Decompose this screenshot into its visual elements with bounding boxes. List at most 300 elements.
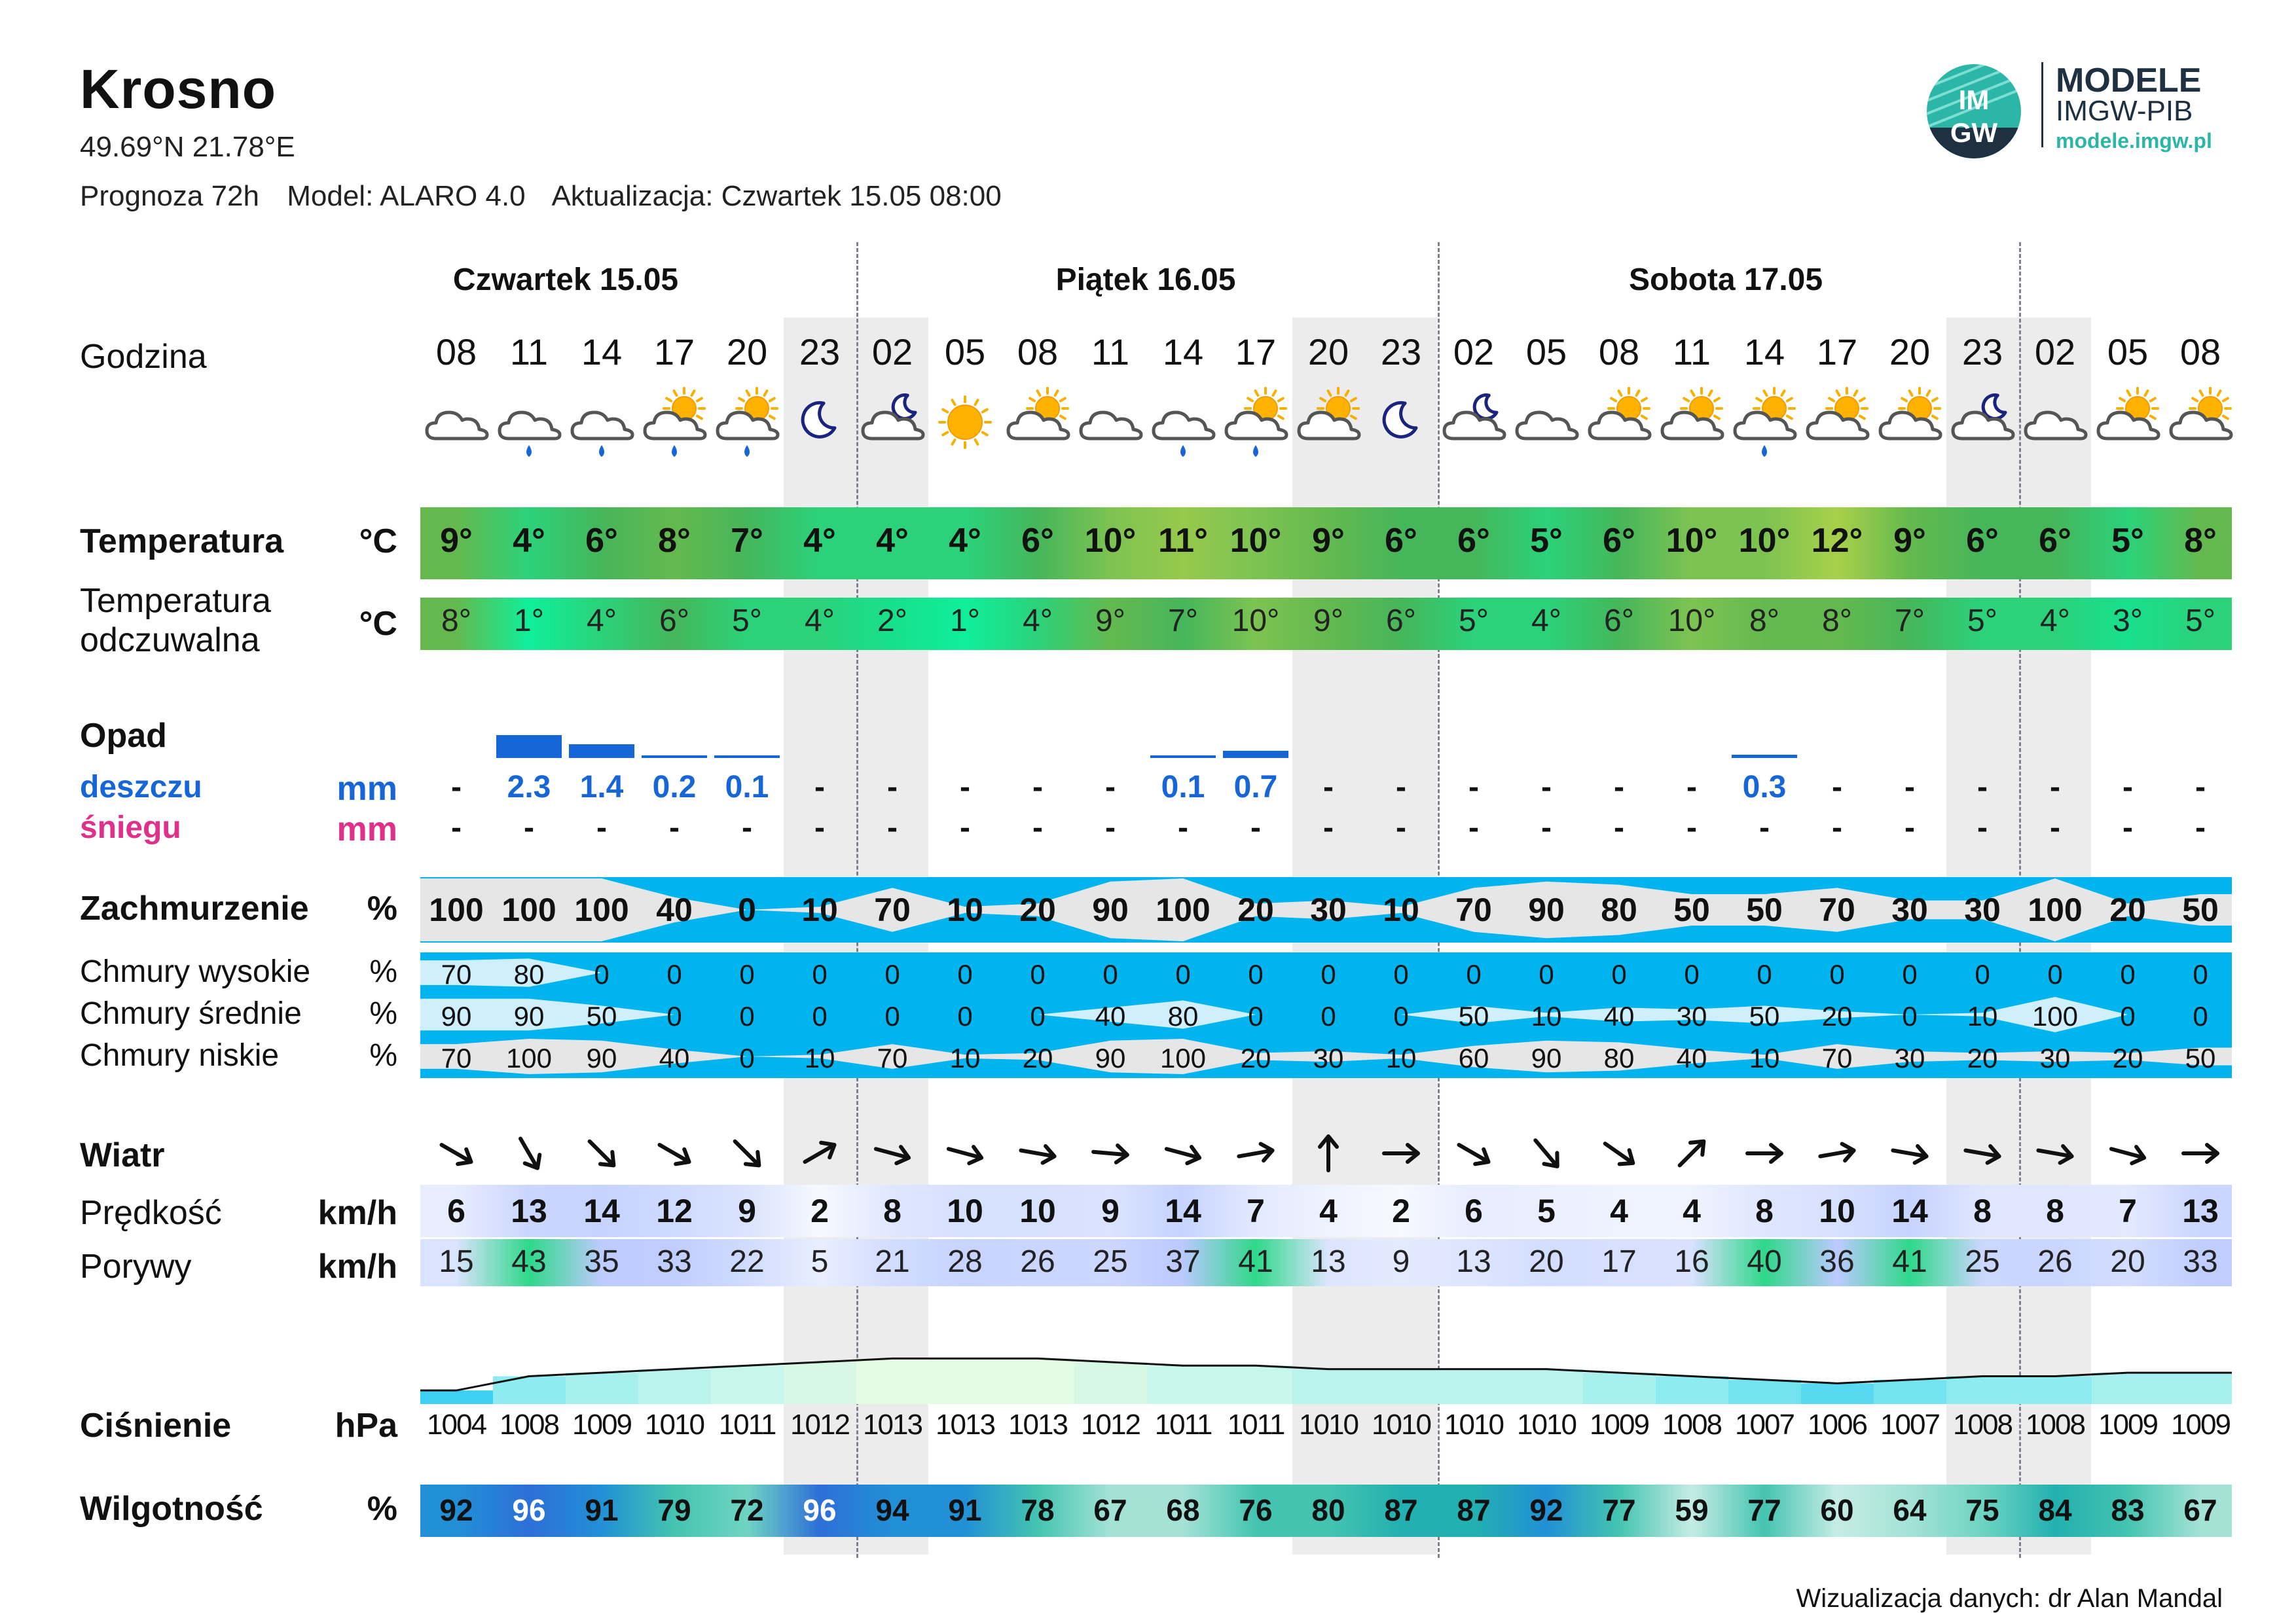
feels-like-value: 1° xyxy=(514,604,544,638)
cloud-high-value: 0 xyxy=(1539,959,1554,990)
temperature-value: 10° xyxy=(1084,522,1137,560)
humidity-value: 91 xyxy=(585,1493,619,1527)
wind-speed-value: 10 xyxy=(1819,1193,1855,1229)
cloud-low-value: 30 xyxy=(2039,1043,2071,1074)
rain-bar xyxy=(1223,751,1288,758)
gusts-value: 20 xyxy=(1529,1244,1564,1279)
humidity-value: 92 xyxy=(1529,1493,1563,1527)
cloud-low-value: 90 xyxy=(586,1043,617,1074)
wind-direction-arrow-icon xyxy=(1510,1127,1582,1180)
sun-cloud-icon xyxy=(1874,386,1946,458)
rain-bar xyxy=(714,755,780,758)
rain-value: - xyxy=(887,770,898,804)
gusts-value: 13 xyxy=(1456,1244,1491,1279)
hour-cell: 20 xyxy=(1889,331,1931,372)
gusts-value: 20 xyxy=(2110,1244,2145,1279)
rain-value: - xyxy=(1468,770,1479,804)
cloud-low-label: Chmury niskie xyxy=(80,1038,280,1073)
rain-value: 0.2 xyxy=(652,770,697,804)
wind-direction-arrow-icon xyxy=(1074,1127,1146,1180)
feels-like-value: 8° xyxy=(441,604,471,638)
cloud-high-value: 0 xyxy=(1248,959,1264,990)
cloud-high-value: 0 xyxy=(1102,959,1118,990)
snow-value: - xyxy=(2123,810,2133,845)
forecast-info xyxy=(80,180,1021,213)
moon-cloud-icon xyxy=(1438,386,1510,458)
wind-speed-value: 14 xyxy=(583,1193,620,1229)
wind-direction-arrow-icon xyxy=(1583,1127,1655,1180)
wind-speed-value: 4 xyxy=(1683,1193,1701,1229)
cloud-total-value: 100 xyxy=(2028,892,2083,928)
snow-value: - xyxy=(669,810,680,845)
cloud-low-unit: % xyxy=(369,1038,397,1073)
temperature-value: 6° xyxy=(1457,522,1490,560)
cloud-high-value: 0 xyxy=(1321,959,1336,990)
rain-value: - xyxy=(2195,770,2206,804)
cloud-mid-label: Chmury średnie xyxy=(80,996,302,1031)
feels-like-value: 8° xyxy=(1822,604,1852,638)
cloud-high-value: 0 xyxy=(2120,959,2136,990)
pressure-value: 1012 xyxy=(1081,1409,1140,1441)
temperature-value: 11° xyxy=(1158,522,1208,560)
feels-like-value: 9° xyxy=(1313,604,1343,638)
gusts-value: 21 xyxy=(875,1244,910,1279)
feels-like-value: 3° xyxy=(2113,604,2143,638)
gusts-value: 16 xyxy=(1674,1244,1709,1279)
temperature-value: 6° xyxy=(1603,522,1635,560)
cloud-mid-value: 0 xyxy=(812,1001,828,1032)
rain-unit: mm xyxy=(337,770,397,808)
cloud-total-value: 50 xyxy=(1746,892,1783,928)
cloud-rain-icon xyxy=(1147,386,1219,458)
temperature-value: 8° xyxy=(658,522,691,560)
humidity-value: 64 xyxy=(1893,1493,1927,1527)
wind-direction-arrow-icon xyxy=(638,1127,710,1180)
cloud-high-value: 0 xyxy=(1757,959,1772,990)
feels-like-value: 6° xyxy=(659,604,689,638)
cloud-icon xyxy=(2019,386,2091,458)
cloud-mid-value: 10 xyxy=(1967,1001,1998,1032)
wind-direction-arrow-icon xyxy=(1438,1127,1510,1180)
sun-cloud-icon xyxy=(2092,386,2164,458)
feels-like-value: 5° xyxy=(2185,604,2215,638)
pressure-value: 1008 xyxy=(1953,1409,2012,1441)
cloud-high-value: 0 xyxy=(1611,959,1627,990)
imgw-logo[interactable] xyxy=(1925,62,2226,160)
sun-cloud-icon xyxy=(1002,386,1074,458)
snow-value: - xyxy=(451,810,462,845)
cloud-low-value: 100 xyxy=(1159,1043,1207,1074)
cloud-low-value: 20 xyxy=(2112,1043,2143,1074)
humidity-value: 87 xyxy=(1384,1493,1418,1527)
wind-direction-arrow-icon xyxy=(2164,1127,2236,1180)
humidity-value: 76 xyxy=(1239,1493,1273,1527)
cloud-high-value: 0 xyxy=(1902,959,1918,990)
pressure-value: 1009 xyxy=(2171,1409,2230,1441)
wind-direction-arrow-icon xyxy=(1147,1127,1219,1180)
cloud-total-value: 50 xyxy=(2182,892,2219,928)
hour-cell: 14 xyxy=(1743,331,1785,372)
pressure-value: 1011 xyxy=(718,1409,776,1441)
forecast-range: Prognoza 72h xyxy=(80,180,259,212)
cloud-total-value: 90 xyxy=(1528,892,1565,928)
feels-like-value: 4° xyxy=(805,604,835,638)
cloud-high-unit: % xyxy=(369,954,397,989)
rain-value: - xyxy=(1032,770,1043,804)
cloud-low-value: 30 xyxy=(1894,1043,1925,1074)
gusts-value: 26 xyxy=(2037,1244,2073,1279)
wind-direction-arrow-icon xyxy=(784,1127,856,1180)
pressure-value: 1010 xyxy=(1517,1409,1576,1441)
hour-cell: 20 xyxy=(1307,331,1349,372)
feels-like-value: 5° xyxy=(1459,604,1489,638)
wind-direction-arrow-icon xyxy=(1365,1127,1437,1180)
snow-value: - xyxy=(887,810,898,845)
hour-cell: 17 xyxy=(653,331,695,372)
day-header-3: Sobota 17.05 xyxy=(1628,262,1823,297)
cloud-low-value: 90 xyxy=(1095,1043,1126,1074)
wind-direction-arrow-icon xyxy=(1292,1127,1364,1180)
wind-direction-arrow-icon xyxy=(2092,1127,2164,1180)
gusts-value: 22 xyxy=(729,1244,765,1279)
feels-like-value: 1° xyxy=(950,604,980,638)
rain-value: - xyxy=(1105,770,1116,804)
cloud-high-value: 0 xyxy=(1975,959,1990,990)
cloud-total-value: 20 xyxy=(1019,892,1056,928)
hour-cell: 23 xyxy=(799,331,841,372)
cloud-total-label: Zachmurzenie xyxy=(80,890,309,928)
humidity-value: 68 xyxy=(1166,1493,1200,1527)
pressure-value: 1008 xyxy=(500,1409,558,1441)
pressure-value: 1009 xyxy=(572,1409,631,1441)
hour-cell: 05 xyxy=(1525,331,1567,372)
rain-value: - xyxy=(2050,770,2060,804)
moon-icon xyxy=(1365,386,1437,458)
update-label: Aktualizacja: Czwartek 15.05 08:00 xyxy=(551,180,1002,212)
cloud-mid-value: 20 xyxy=(1821,1001,1853,1032)
snow-value: - xyxy=(1759,810,1770,845)
wind-speed-value: 14 xyxy=(1891,1193,1928,1229)
wind-direction-arrow-icon xyxy=(856,1127,928,1180)
wind-speed-value: 14 xyxy=(1165,1193,1201,1229)
cloud-mid-unit: % xyxy=(369,996,397,1031)
rain-value: - xyxy=(960,770,970,804)
cloud-low-value: 20 xyxy=(1022,1043,1053,1074)
wind-speed-value: 10 xyxy=(1019,1193,1056,1229)
cloud-mid-value: 90 xyxy=(441,1001,472,1032)
cloud-mid-value: 0 xyxy=(2120,1001,2136,1032)
wind-direction-arrow-icon xyxy=(1801,1127,1873,1180)
snow-value: - xyxy=(1541,810,1552,845)
pressure-value: 1010 xyxy=(1444,1409,1503,1441)
wind-speed-label: Prędkość xyxy=(80,1194,222,1232)
gusts-value: 9 xyxy=(1392,1244,1410,1279)
wind-direction-arrow-icon xyxy=(1946,1127,2018,1180)
cloud-mid-value: 30 xyxy=(1676,1001,1707,1032)
temperature-value: 4° xyxy=(803,522,836,560)
hour-cell: 11 xyxy=(1091,331,1130,372)
wind-direction-arrow-icon xyxy=(2019,1127,2091,1180)
hour-cell: 02 xyxy=(1453,331,1495,372)
feels-like-value: 4° xyxy=(1023,604,1053,638)
cloud-high-value: 80 xyxy=(513,959,545,990)
cloud-total-value: 20 xyxy=(2109,892,2146,928)
pressure-value: 1010 xyxy=(1372,1409,1430,1441)
cloud-mid-value: 0 xyxy=(739,1001,755,1032)
cloud-low-value: 20 xyxy=(1240,1043,1271,1074)
pressure-value: 1010 xyxy=(1299,1409,1358,1441)
gusts-value: 36 xyxy=(1819,1244,1855,1279)
wind-speed-value: 2 xyxy=(1392,1193,1410,1229)
cloud-high-value: 70 xyxy=(441,959,472,990)
gusts-value: 33 xyxy=(657,1244,692,1279)
pressure-value: 1011 xyxy=(1227,1409,1285,1441)
wind-speed-value: 8 xyxy=(883,1193,902,1229)
cloud-mid-value: 50 xyxy=(1458,1001,1489,1032)
precip-label: Opad xyxy=(80,717,167,755)
pressure-label: Ciśnienie xyxy=(80,1407,232,1445)
humidity-value: 79 xyxy=(657,1493,691,1527)
cloud-icon xyxy=(1074,386,1146,458)
sun-cloud-rain-icon xyxy=(638,386,710,458)
hour-cell: 02 xyxy=(2034,331,2076,372)
hour-label: Godzina xyxy=(80,338,207,376)
rain-bar xyxy=(1150,755,1216,758)
temperature-value: 6° xyxy=(585,522,618,560)
temperature-value: 9° xyxy=(1893,522,1926,560)
humidity-value: 77 xyxy=(1602,1493,1636,1527)
cloud-rain-icon xyxy=(493,386,565,458)
snow-value: - xyxy=(1323,810,1334,845)
wind-direction-arrow-icon xyxy=(420,1127,492,1180)
cloud-high-value: 0 xyxy=(739,959,755,990)
gusts-value: 5 xyxy=(811,1244,829,1279)
rain-value: - xyxy=(1541,770,1552,804)
moon-cloud-icon xyxy=(856,386,928,458)
cloud-low-value: 70 xyxy=(877,1043,908,1074)
cloud-low-value: 70 xyxy=(441,1043,472,1074)
rain-value: - xyxy=(1396,770,1406,804)
humidity-value: 91 xyxy=(948,1493,982,1527)
cloud-mid-value: 10 xyxy=(1531,1001,1562,1032)
wind-speed-value: 5 xyxy=(1537,1193,1556,1229)
temperature-value: 4° xyxy=(949,522,981,560)
feels-like-value: 7° xyxy=(1895,604,1925,638)
cloud-total-value: 100 xyxy=(501,892,556,928)
rain-value: 0.7 xyxy=(1233,770,1278,804)
logo-divider xyxy=(2041,62,2043,147)
rain-value: - xyxy=(1323,770,1334,804)
cloud-high-value: 0 xyxy=(1684,959,1700,990)
temperature-value: 6° xyxy=(2039,522,2071,560)
wind-speed-value: 6 xyxy=(1465,1193,1483,1229)
temperature-value: 6° xyxy=(1385,522,1417,560)
feels-like-label-1: Temperatura xyxy=(80,582,271,620)
gusts-label: Porywy xyxy=(80,1248,192,1286)
cloud-high-value: 0 xyxy=(666,959,682,990)
wind-direction-arrow-icon xyxy=(566,1127,638,1180)
cloud-high-value: 0 xyxy=(2193,959,2208,990)
coordinates: 49.69°N 21.78°E xyxy=(80,131,295,163)
rain-value: - xyxy=(2123,770,2133,804)
snow-value: - xyxy=(742,810,752,845)
sun-icon xyxy=(929,386,1001,458)
cloud-total-value: 40 xyxy=(656,892,693,928)
hour-cell: 11 xyxy=(1672,331,1711,372)
feels-like-unit: °C xyxy=(359,605,397,643)
wind-speed-value: 10 xyxy=(947,1193,983,1229)
temperature-value: 10° xyxy=(1230,522,1282,560)
svg-text:IM: IM xyxy=(1958,84,1990,115)
feels-like-value: 4° xyxy=(587,604,617,638)
cloud-low-value: 20 xyxy=(1967,1043,1998,1074)
cloud-mid-value: 0 xyxy=(2193,1001,2208,1032)
hour-cell: 17 xyxy=(1235,331,1277,372)
rain-bar xyxy=(496,735,562,758)
rain-bar xyxy=(569,744,634,758)
cloud-mid-value: 0 xyxy=(1321,1001,1336,1032)
cloud-mid-value: 100 xyxy=(2032,1001,2079,1032)
wind-speed-value: 4 xyxy=(1610,1193,1628,1229)
cloud-low-value: 50 xyxy=(2185,1043,2216,1074)
wind-speed-value: 7 xyxy=(2119,1193,2137,1229)
logo-title: MODELE xyxy=(2056,62,2202,99)
cloud-low-value: 0 xyxy=(739,1043,755,1074)
pressure-value: 1012 xyxy=(790,1409,849,1441)
pressure-value: 1009 xyxy=(1590,1409,1649,1441)
cloud-mid-value: 0 xyxy=(666,1001,682,1032)
cloud-high-value: 0 xyxy=(884,959,900,990)
snow-value: - xyxy=(2050,810,2060,845)
wind-speed-value: 8 xyxy=(1973,1193,1992,1229)
feels-like-value: 4° xyxy=(1531,604,1561,638)
cloud-low-value: 10 xyxy=(949,1043,981,1074)
cloud-low-value: 60 xyxy=(1458,1043,1489,1074)
cloud-mid-value: 50 xyxy=(586,1001,617,1032)
cloud-icon xyxy=(1510,386,1582,458)
snow-value: - xyxy=(1250,810,1261,845)
sun-cloud-icon xyxy=(1656,386,1728,458)
humidity-value: 78 xyxy=(1021,1493,1055,1527)
rain-bar xyxy=(642,755,707,758)
cloud-total-unit: % xyxy=(367,890,397,928)
temperature-value: 6° xyxy=(1021,522,1054,560)
cloud-low-value: 40 xyxy=(1676,1043,1707,1074)
pressure-value: 1004 xyxy=(427,1409,486,1441)
moon-icon xyxy=(784,386,856,458)
day-header-2: Piątek 16.05 xyxy=(1055,262,1236,297)
cloud-total-value: 100 xyxy=(574,892,629,928)
humidity-value: 59 xyxy=(1675,1493,1709,1527)
gusts-value: 40 xyxy=(1747,1244,1782,1279)
feels-like-value: 10° xyxy=(1667,604,1716,638)
cloud-total-value: 10 xyxy=(801,892,838,928)
rain-value: - xyxy=(451,770,462,804)
wind-speed-value: 13 xyxy=(511,1193,547,1229)
wind-speed-value: 13 xyxy=(2182,1193,2219,1229)
wind-direction-arrow-icon xyxy=(1728,1127,1800,1180)
wind-speed-value: 6 xyxy=(447,1193,465,1229)
imgw-logo-badge-icon xyxy=(1925,62,2030,160)
humidity-value: 92 xyxy=(439,1493,473,1527)
gusts-value: 43 xyxy=(511,1244,547,1279)
snow-value: - xyxy=(1178,810,1188,845)
temperature-value: 4° xyxy=(876,522,909,560)
humidity-value: 72 xyxy=(730,1493,764,1527)
pressure-value: 1010 xyxy=(645,1409,704,1441)
cloud-mid-value: 0 xyxy=(1030,1001,1046,1032)
cloud-mid-value: 80 xyxy=(1167,1001,1199,1032)
cloud-total-value: 30 xyxy=(1891,892,1928,928)
cloud-high-value: 0 xyxy=(1175,959,1191,990)
temperature-value: 8° xyxy=(2184,522,2217,560)
temperature-value: 10° xyxy=(1738,522,1791,560)
gusts-value: 15 xyxy=(439,1244,474,1279)
hour-cell: 20 xyxy=(726,331,768,372)
logo-url[interactable]: modele.imgw.pl xyxy=(2056,129,2212,153)
gusts-value: 13 xyxy=(1311,1244,1346,1279)
temperature-value: 4° xyxy=(513,522,545,560)
cloud-total-value: 50 xyxy=(1673,892,1710,928)
hour-cell: 23 xyxy=(1961,331,2003,372)
cloud-mid-value: 50 xyxy=(1749,1001,1780,1032)
sun-cloud-icon xyxy=(1292,386,1364,458)
cloud-mid-value: 0 xyxy=(957,1001,973,1032)
gusts-value: 17 xyxy=(1601,1244,1637,1279)
humidity-value: 60 xyxy=(1820,1493,1854,1527)
temperature-value: 9° xyxy=(1312,522,1345,560)
cloud-high-value: 0 xyxy=(2047,959,2063,990)
rain-value: - xyxy=(1614,770,1624,804)
wind-speed-value: 7 xyxy=(1247,1193,1265,1229)
pressure-value: 1009 xyxy=(2098,1409,2157,1441)
wind-direction-arrow-icon xyxy=(1220,1127,1292,1180)
rain-value: 2.3 xyxy=(507,770,551,804)
feels-like-value: 5° xyxy=(1967,604,1997,638)
rain-value: 0.3 xyxy=(1742,770,1787,804)
hour-cell: 23 xyxy=(1380,331,1422,372)
temperature-unit: °C xyxy=(359,522,397,560)
credit: Wizualizacja danych: dr Alan Mandal xyxy=(1796,1584,2223,1613)
sun-cloud-icon xyxy=(1583,386,1655,458)
hour-cell: 14 xyxy=(1162,331,1204,372)
rain-bar xyxy=(1732,755,1797,758)
cloud-total-value: 100 xyxy=(429,892,484,928)
pressure-value: 1007 xyxy=(1880,1409,1939,1441)
cloud-total-value: 70 xyxy=(874,892,911,928)
hour-cell: 17 xyxy=(1816,331,1858,372)
cloud-low-value: 90 xyxy=(1531,1043,1562,1074)
feels-like-label-2: odczuwalna xyxy=(80,621,260,659)
wind-speed-value: 4 xyxy=(1319,1193,1338,1229)
gusts-value: 35 xyxy=(584,1244,619,1279)
rain-value: - xyxy=(814,770,825,804)
humidity-value: 96 xyxy=(803,1493,837,1527)
hour-cell: 08 xyxy=(435,331,477,372)
gusts-unit: km/h xyxy=(318,1248,397,1286)
sun-cloud-rain-icon xyxy=(1220,386,1292,458)
feels-like-value: 2° xyxy=(877,604,907,638)
rain-value: - xyxy=(1977,770,1988,804)
temperature-value: 9° xyxy=(440,522,473,560)
snow-value: - xyxy=(596,810,607,845)
day-header-1: Czwartek 15.05 xyxy=(452,262,679,297)
snow-value: - xyxy=(814,810,825,845)
cloud-mid-value: 0 xyxy=(1393,1001,1409,1032)
wind-label: Wiatr xyxy=(80,1136,165,1174)
snow-value: - xyxy=(960,810,970,845)
pressure-value: 1013 xyxy=(936,1409,994,1441)
